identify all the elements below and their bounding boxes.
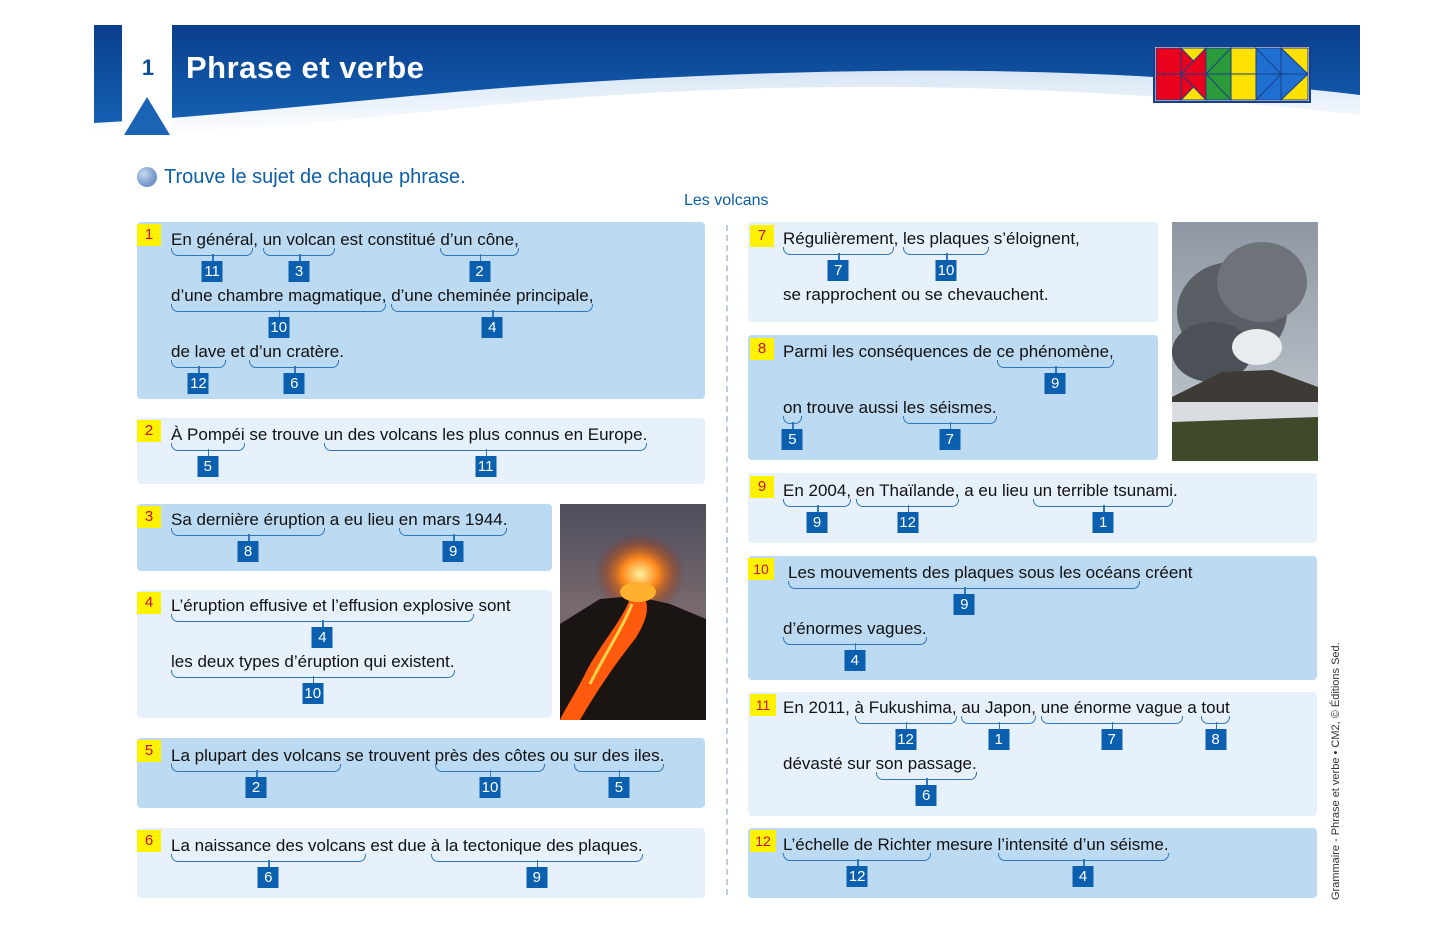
brace-icon (440, 248, 518, 256)
brace-icon (961, 716, 1036, 724)
sentence-group (961, 698, 1036, 748)
sentence-group (788, 563, 1141, 613)
sentence-group (171, 286, 387, 336)
brace-icon (431, 854, 643, 862)
group-text: En général (171, 230, 254, 249)
group-text: les deux types d’éruption qui existent. (171, 652, 455, 671)
sentence-group (903, 229, 990, 279)
group-text: l’intensité d’un séisme. (997, 835, 1169, 854)
brace-icon (1201, 716, 1229, 724)
group-tag: 4 (482, 317, 503, 338)
brace-icon (171, 528, 325, 536)
group-tag: 9 (954, 594, 975, 615)
group-tag: 9 (1045, 373, 1066, 394)
sentence-11-line-2 (783, 754, 977, 804)
sentence-group (430, 836, 643, 886)
sentence-group (171, 230, 254, 280)
group-tag: 6 (258, 867, 279, 888)
sentence-group (171, 425, 245, 475)
sentence-text: Parmi les conséquences de (783, 342, 997, 361)
group-text: Régulièrement (783, 229, 894, 248)
sentence-7-line-2 (783, 285, 1049, 305)
group-tag: 10 (268, 317, 289, 338)
group-text: un volcan (262, 230, 336, 249)
sentence-text: est constitué (335, 230, 441, 249)
group-text: de lave (171, 342, 226, 361)
group-text: en mars 1944. (398, 510, 508, 529)
group-tag: 1 (988, 729, 1009, 750)
sentence-5-line-1 (171, 746, 665, 796)
sentence-group (398, 510, 508, 560)
group-text: d’une cheminée principale, (391, 286, 594, 305)
publisher-logo (1153, 45, 1311, 103)
sentence-group (783, 835, 932, 885)
group-text: L’échelle de Richter (783, 835, 932, 854)
sentence-text: a eu lieu (959, 481, 1034, 500)
brace-icon (783, 637, 927, 645)
sentence-number-12: 12 (750, 830, 776, 852)
sentence-text: En 2011, (783, 698, 855, 717)
group-text: En 2004, (783, 481, 852, 500)
ash-plume-photo (1172, 222, 1318, 461)
group-text: les séismes. (903, 398, 997, 417)
sentence-group (1033, 481, 1174, 531)
sentence-number-5: 5 (137, 740, 161, 762)
group-text: un des volcans les plus connus en Europe. (324, 425, 648, 444)
group-tag: 6 (284, 373, 305, 394)
sentence-group (171, 510, 326, 560)
group-text: L’éruption effusive et l’effusion explosive (171, 596, 474, 615)
sentence-1-line-3 (171, 342, 344, 392)
sentence-group (573, 746, 665, 796)
sentence-6-line-1 (171, 836, 643, 886)
sentence-group (249, 342, 340, 392)
group-tag: 5 (782, 429, 803, 450)
brace-icon (1041, 716, 1183, 724)
sentence-text: a eu lieu (325, 510, 399, 529)
group-tag: 10 (302, 683, 323, 704)
sentence-12-line-1 (783, 835, 1169, 885)
group-tag: 10 (936, 260, 957, 281)
sentence-group (854, 698, 957, 748)
group-text: les plaques (903, 229, 990, 248)
sentence-text: se trouvent (341, 746, 435, 765)
brace-icon (856, 499, 960, 507)
group-text: près des côtes (434, 746, 546, 765)
sentence-group (1040, 698, 1183, 748)
sentence-text: s’éloignent, (989, 229, 1080, 248)
sentence-1-line-1 (171, 230, 519, 280)
brace-icon (783, 247, 894, 255)
sentence-text: . (339, 342, 344, 361)
sentence-text: se rapprochent ou se chevauchent. (783, 285, 1049, 304)
sentence-group (434, 746, 546, 796)
group-text: sur des iles. (573, 746, 665, 765)
sentence-group (783, 481, 852, 531)
group-text: on (783, 398, 802, 417)
group-tag: 7 (939, 429, 960, 450)
sentence-group (997, 835, 1169, 885)
brace-icon (171, 360, 226, 368)
sentence-text: , (253, 230, 263, 249)
sentence-text: sont (473, 596, 511, 615)
group-text: en Thaïlande, (855, 481, 960, 500)
group-text: à Fukushima, (854, 698, 957, 717)
group-text: d’une chambre magmatique, (171, 286, 387, 305)
sentence-number-1: 1 (137, 224, 161, 246)
group-tag: 4 (844, 650, 865, 671)
sentence-group (996, 342, 1114, 392)
sentence-number-11: 11 (750, 694, 776, 716)
brace-icon (171, 614, 474, 622)
group-text: d’un cône, (440, 230, 519, 249)
page-title: Phrase et verbe (186, 50, 425, 85)
brace-icon (903, 247, 989, 255)
sentence-9-line-1 (783, 481, 1178, 531)
group-text: Sa dernière éruption (171, 510, 326, 529)
group-tag: 8 (1205, 729, 1226, 750)
sentence-group (875, 754, 977, 804)
sentence-10-line-2 (783, 619, 927, 669)
brace-icon (171, 764, 341, 772)
sentence-4-line-2 (171, 652, 455, 702)
group-tag: 9 (807, 512, 828, 533)
sentence-3-line-1 (171, 510, 508, 560)
sentence-text: se trouve (244, 425, 325, 444)
bullet-icon (137, 167, 157, 187)
brace-icon (171, 248, 253, 256)
group-tag: 2 (246, 777, 267, 798)
group-text: au Japon, (961, 698, 1036, 717)
brace-icon (249, 360, 339, 368)
group-tag: 7 (828, 260, 849, 281)
brace-icon (855, 716, 957, 724)
group-tag: 12 (895, 729, 916, 750)
sentence-group (171, 342, 226, 392)
group-tag: 8 (238, 541, 259, 562)
sentence-number-9: 9 (750, 476, 774, 498)
group-tag: 12 (847, 866, 868, 887)
group-text: La plupart des volcans (171, 746, 342, 765)
sentence-group (171, 596, 474, 646)
sentence-group (1201, 698, 1230, 748)
sentence-group (324, 425, 648, 475)
sentence-group (783, 398, 802, 448)
column-divider (726, 225, 728, 895)
group-text: son passage. (875, 754, 977, 773)
sentence-number-2: 2 (137, 420, 161, 442)
sentence-group (855, 481, 960, 531)
group-text: La naissance des volcans (171, 836, 366, 855)
brace-icon (171, 304, 386, 312)
sentence-text: créent (1140, 563, 1193, 582)
brace-icon (783, 499, 851, 507)
group-tag: 7 (1101, 729, 1122, 750)
group-tag: 1 (1093, 512, 1114, 533)
brace-icon (998, 853, 1169, 861)
sentence-text: , (893, 229, 904, 248)
sentence-number-10: 10 (748, 558, 774, 580)
sentence-text: et (225, 342, 250, 361)
group-text: une énorme vague (1040, 698, 1183, 717)
sentence-8-line-2 (783, 398, 997, 448)
group-tag: 12 (897, 512, 918, 533)
brace-icon (171, 854, 366, 862)
brace-icon (788, 581, 1140, 589)
group-tag: 11 (202, 261, 223, 282)
brace-icon (324, 443, 647, 451)
sentence-10-line-1 (788, 563, 1193, 613)
sentence-number-6: 6 (137, 830, 161, 852)
brace-icon (171, 443, 245, 451)
group-tag: 3 (289, 261, 310, 282)
group-text: d’énormes vagues. (783, 619, 927, 638)
instruction-text: Trouve le sujet de chaque phrase. (164, 166, 466, 188)
brace-icon (903, 416, 997, 424)
sentence-4-line-1 (171, 596, 511, 646)
sentence-group (391, 286, 594, 336)
sentence-number-7: 7 (750, 225, 774, 247)
sentence-text: . (1173, 481, 1178, 500)
brace-icon (171, 670, 455, 678)
brace-icon (783, 853, 931, 861)
group-tag: 12 (188, 373, 209, 394)
sentence-group (783, 229, 894, 279)
group-text: Les mouvements des plaques sous les océans (788, 563, 1141, 582)
sentence-text: a (1182, 698, 1202, 717)
subtitle: Les volcans (684, 192, 769, 209)
brace-icon (391, 304, 593, 312)
brace-icon (997, 360, 1114, 368)
sentence-8-line-1 (783, 342, 1114, 392)
brace-icon (263, 248, 336, 256)
group-text: tout (1201, 698, 1230, 717)
sentence-group (171, 652, 455, 702)
brace-icon (1033, 499, 1173, 507)
sentence-text: dévasté sur (783, 754, 876, 773)
group-tag: 5 (608, 777, 629, 798)
sentence-11-line-1 (783, 698, 1230, 748)
sentence-group (440, 230, 519, 280)
group-tag: 9 (443, 541, 464, 562)
group-text: d’un cratère (249, 342, 340, 361)
sentence-group (171, 836, 366, 886)
sentence-2-line-1 (171, 425, 648, 475)
sentence-text: trouve aussi (801, 398, 904, 417)
sentence-group (903, 398, 997, 448)
sentence-1-line-2 (171, 286, 594, 336)
sentence-group (783, 619, 927, 669)
group-tag: 9 (526, 867, 547, 888)
group-text: à la tectonique des plaques. (430, 836, 643, 855)
brace-icon (876, 772, 977, 780)
copyright-credit: Grammaire - Phrase et verbe • CM2, © Éditions Sed. (1330, 642, 1342, 900)
group-tag: 5 (197, 456, 218, 477)
group-tag: 10 (479, 777, 500, 798)
lesson-number: 1 (141, 55, 155, 80)
sentence-number-3: 3 (137, 506, 161, 528)
sentence-group (262, 230, 336, 280)
sentence-text: ou (545, 746, 574, 765)
sentence-group (171, 746, 342, 796)
sentence-number-4: 4 (137, 592, 161, 614)
sentence-text: mesure (931, 835, 998, 854)
erupting-volcano-photo (560, 504, 706, 720)
group-tag: 11 (475, 456, 496, 477)
group-tag: 2 (469, 261, 490, 282)
group-text: ce phénomène, (996, 342, 1114, 361)
sentence-text: est due (365, 836, 431, 855)
brace-icon (399, 528, 508, 536)
brace-icon (574, 764, 665, 772)
group-tag: 4 (312, 627, 333, 648)
sentence-7-line-1 (783, 229, 1080, 279)
brace-icon (435, 764, 546, 772)
group-tag: 6 (916, 785, 937, 806)
group-text: À Pompéi (171, 425, 245, 444)
group-text: un terrible tsunami (1033, 481, 1174, 500)
sentence-number-8: 8 (750, 338, 774, 360)
group-tag: 4 (1073, 866, 1094, 887)
